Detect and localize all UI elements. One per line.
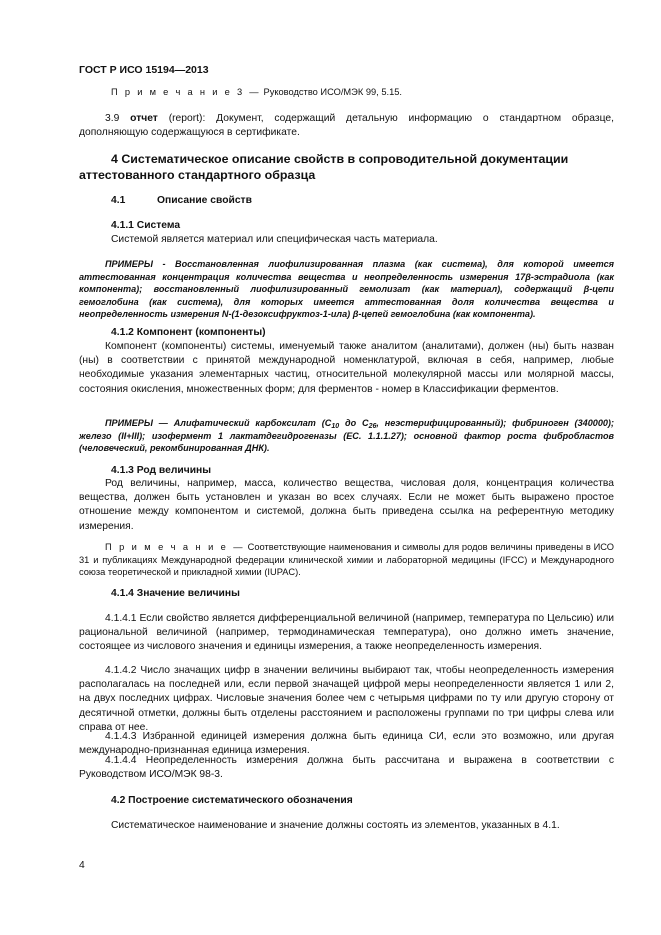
definition-text: : Документ, содержащий детальную информацию о стандартном образце, дополняющую содержащуюся в сертификате. xyxy=(79,113,614,139)
note-label: П р и м е ч а н и е — xyxy=(105,542,245,552)
subsection-4-1-title: Описание свойств xyxy=(157,195,252,206)
note-text: Руководство ИСО/МЭК 99, 5.15. xyxy=(260,87,403,97)
examples-4-1-2 xyxy=(79,417,614,455)
definition-number: 3.9 xyxy=(105,113,131,124)
paragraph-4-1-4-4: 4.1.4.4 Неопределенность измерения должна быть рассчитана и выражена в соответствии с Руководством ИСО/МЭК 98-3. xyxy=(79,755,614,781)
examples-mid: до С xyxy=(339,418,369,428)
note-4-1-3 xyxy=(79,541,614,579)
subsection-4-1-3-title: 4.1.3 Род величины xyxy=(111,465,212,476)
definition-english: (report) xyxy=(157,113,203,124)
section-4-title: 4 Систематическое описание свойств в сопроводительной документации аттестованного стандартного образца xyxy=(79,152,569,182)
examples-rest: , неэстерифицированный); фибриноген (340000); железо (II+III); изофермент 1 лактатдегидрогеназы (ЕС. 1.1.1.27); основной фактор роста фибробластов (человеческий, рекомбинированная ДНК). xyxy=(79,418,614,454)
subsection-4-1-2-text: Компонент (компоненты) системы, именуемый также аналитом (аналитами), должен (ны) быть назван (ны) в соответствии с принятой международной номенклатурой, включая в себя, например, любые необходимые указания элементарных частиц, относительной молекулярной массы или молярной массы, состояния окисления, множественных форм; для ферментов - номер в Классификации ферментов. xyxy=(79,341,614,395)
document-header: ГОСТ Р ИСО 15194—2013 xyxy=(79,64,209,76)
paragraph-4-1-4-2: 4.1.4.2 Число значащих цифр в значении величины выбирают так, чтобы неопределенность измерения располагалась на последней или, если первой значащей цифрой меры неопределенности является 1 или 2, на двух последних цифрах. Числовые значения более чем с четырьмя цифрами по ту или другую сторону от десятичной отметки, должны быть отделены расстоянием и расположены группами по три цифры слева или справа от нее. xyxy=(79,665,614,733)
definition-term: отчет xyxy=(130,113,158,124)
subsection-4-1-3-text: Род величины, например, масса, количество вещества, числовая доля, концентрация количества вещества, должен быть установлен и указан во всех случаях. Если не может быть выражено простое отношение между компонентом и системой, должна быть приведена ссылка на референтную методику измерения. xyxy=(79,478,614,532)
subsection-4-1-number: 4.1 xyxy=(111,195,126,206)
paragraph-4-1-4-1: 4.1.4.1 Если свойство является дифференциальной величиной (например, температура по Цельсию) или рациональной величиной (например, термодинамическая температура), оно должно иметь значение, состоящее из числового значения и единицы измерения, а также неопределенность измерения. xyxy=(79,613,614,653)
note-text: Соответствующие наименования и символы для родов величины приведены в ИСО 31 и публикациях Международной федерации клинической химии и лабораторной медицины (IFCC) и Международного союза теоретической и прикладной химии (IUPAC). xyxy=(79,542,614,578)
note-3 xyxy=(111,86,591,99)
page-number: 4 xyxy=(79,860,85,871)
examples-lead: ПРИМЕРЫ — Алифатический карбоксилат (С xyxy=(105,418,332,428)
note-label: П р и м е ч а н и е 3 — xyxy=(111,87,261,97)
subsection-4-1-4-title: 4.1.4 Значение величины xyxy=(111,588,240,599)
paragraph-4-1-4-3: 4.1.4.3 Избранной единицей измерения должна быть единица СИ, если это возможно, или другая международно-признанная единица измерения. xyxy=(79,731,614,757)
subscript-10: 10 xyxy=(331,423,340,430)
examples-4-1-1: ПРИМЕРЫ - Восстановленная лиофилизированная плазма (как система), для которой имеется аттестованная концентрация количества вещества и неопределенность измерения 17β-эстрадиола (как компонента); восстановленный лиофилизированный гемолизат (как материал), содержащий β-цепи гемоглобина (как система), для которых имеется аттестованная доля количества вещества и неопределенность измерения N-(1-дезоксифруктоз-1-ила) β-цепей гемоглобина (как компонента). xyxy=(79,259,614,320)
definition-3-9 xyxy=(79,112,614,140)
subscript-26: 26 xyxy=(368,423,377,430)
subsection-4-1-1-title: 4.1.1 Система xyxy=(111,220,181,231)
subsection-4-2-text: Систематическое наименование и значение должны состоять из элементов, указанных в 4.1. xyxy=(111,820,560,831)
subsection-4-1-2-title: 4.1.2 Компонент (компоненты) xyxy=(111,327,266,338)
subsection-4-1-1-text: Системой является материал или специфическая часть материала. xyxy=(111,234,438,245)
subsection-4-2-title: 4.2 Построение систематического обозначения xyxy=(111,795,353,806)
